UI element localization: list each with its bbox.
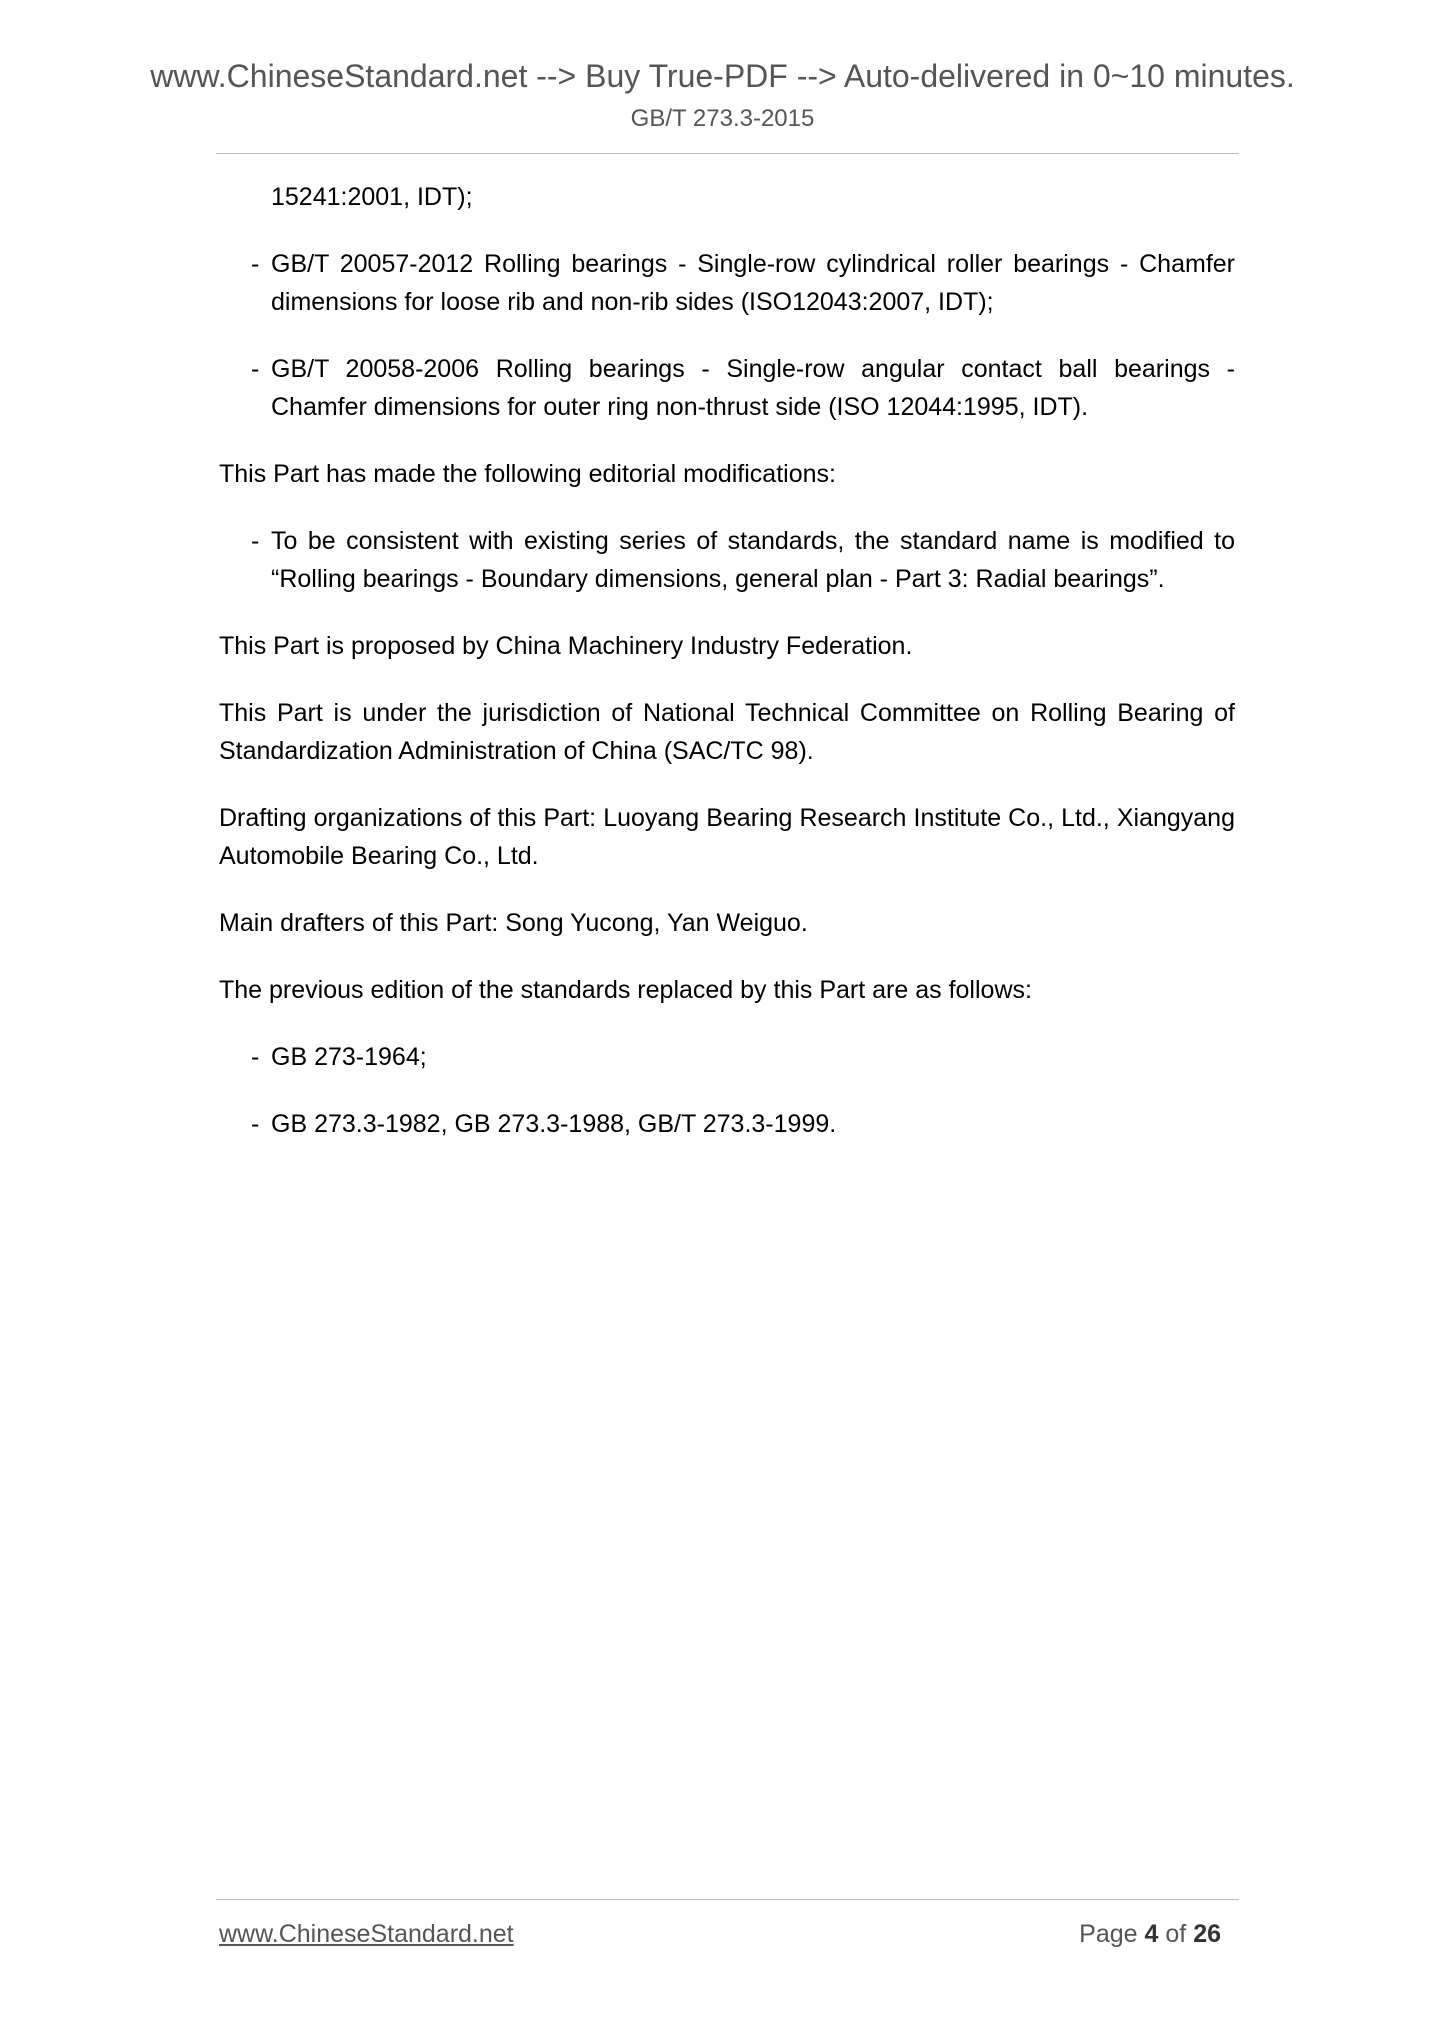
previous-editions-intro: The previous edition of the standards replaced by this Part are as follows: <box>219 976 1032 1004</box>
header-standard-number: GB/T 273.3-2015 <box>630 105 815 132</box>
list-dash: - <box>251 1110 260 1138</box>
page-word: Page <box>1079 1920 1138 1948</box>
list-item <box>251 1038 1235 1076</box>
list-item <box>251 522 1235 598</box>
list-item <box>251 350 1235 426</box>
page-current: 4 <box>1144 1920 1159 1948</box>
footer-divider <box>216 1899 1239 1900</box>
page-number <box>1079 1918 1221 1950</box>
list-dash: - <box>251 250 260 278</box>
proposed-by-paragraph: This Part is proposed by China Machinery Industry Federation. <box>219 632 913 660</box>
list-item <box>251 1105 1235 1143</box>
continuation-line: 15241:2001, IDT); <box>271 183 473 211</box>
main-drafters-paragraph: Main drafters of this Part: Song Yucong, Yan Weiguo. <box>219 909 808 937</box>
page-of: of <box>1165 1920 1187 1948</box>
previous-edition-item: GB 273.3-1982, GB 273.3-1988, GB/T 273.3-1999. <box>271 1110 837 1138</box>
header-banner: www.ChineseStandard.net --> Buy True-PDF --> Auto-delivered in 0~10 minutes. <box>150 58 1295 94</box>
modification-item: To be consistent with existing series of standards, the standard name is modified to “Rolling bearings - Boundary dimensions, general plan - Part 3: Radial bearings”. <box>271 527 1235 593</box>
document-body <box>219 178 1235 1172</box>
list-item <box>251 245 1235 321</box>
list-dash: - <box>251 355 260 383</box>
modifications-intro: This Part has made the following editorial modifications: <box>219 460 836 488</box>
drafting-organizations-paragraph: Drafting organizations of this Part: Luoyang Bearing Research Institute Co., Ltd., Xiangyang Automobile Bearing Co., Ltd. <box>219 804 1235 870</box>
footer-website-link[interactable]: www.ChineseStandard.net <box>219 1920 514 1948</box>
list-dash: - <box>251 1043 260 1071</box>
page-total: 26 <box>1193 1920 1221 1948</box>
list-dash: - <box>251 527 260 555</box>
previous-edition-item: GB 273-1964; <box>271 1043 427 1071</box>
normative-ref-20058: GB/T 20058-2006 Rolling bearings - Single-row angular contact ball bearings - Chamfer dimensions for outer ring non-thrust side (ISO 12044:1995, IDT). <box>271 355 1235 421</box>
jurisdiction-paragraph: This Part is under the jurisdiction of National Technical Committee on Rolling Bearing of Standardization Administration of China (SAC/TC 98). <box>219 699 1235 765</box>
header-divider <box>216 153 1239 154</box>
normative-ref-20057: GB/T 20057-2012 Rolling bearings - Single-row cylindrical roller bearings - Chamfer dimensions for loose rib and non-rib sides (ISO12043:2007, IDT); <box>271 250 1235 316</box>
